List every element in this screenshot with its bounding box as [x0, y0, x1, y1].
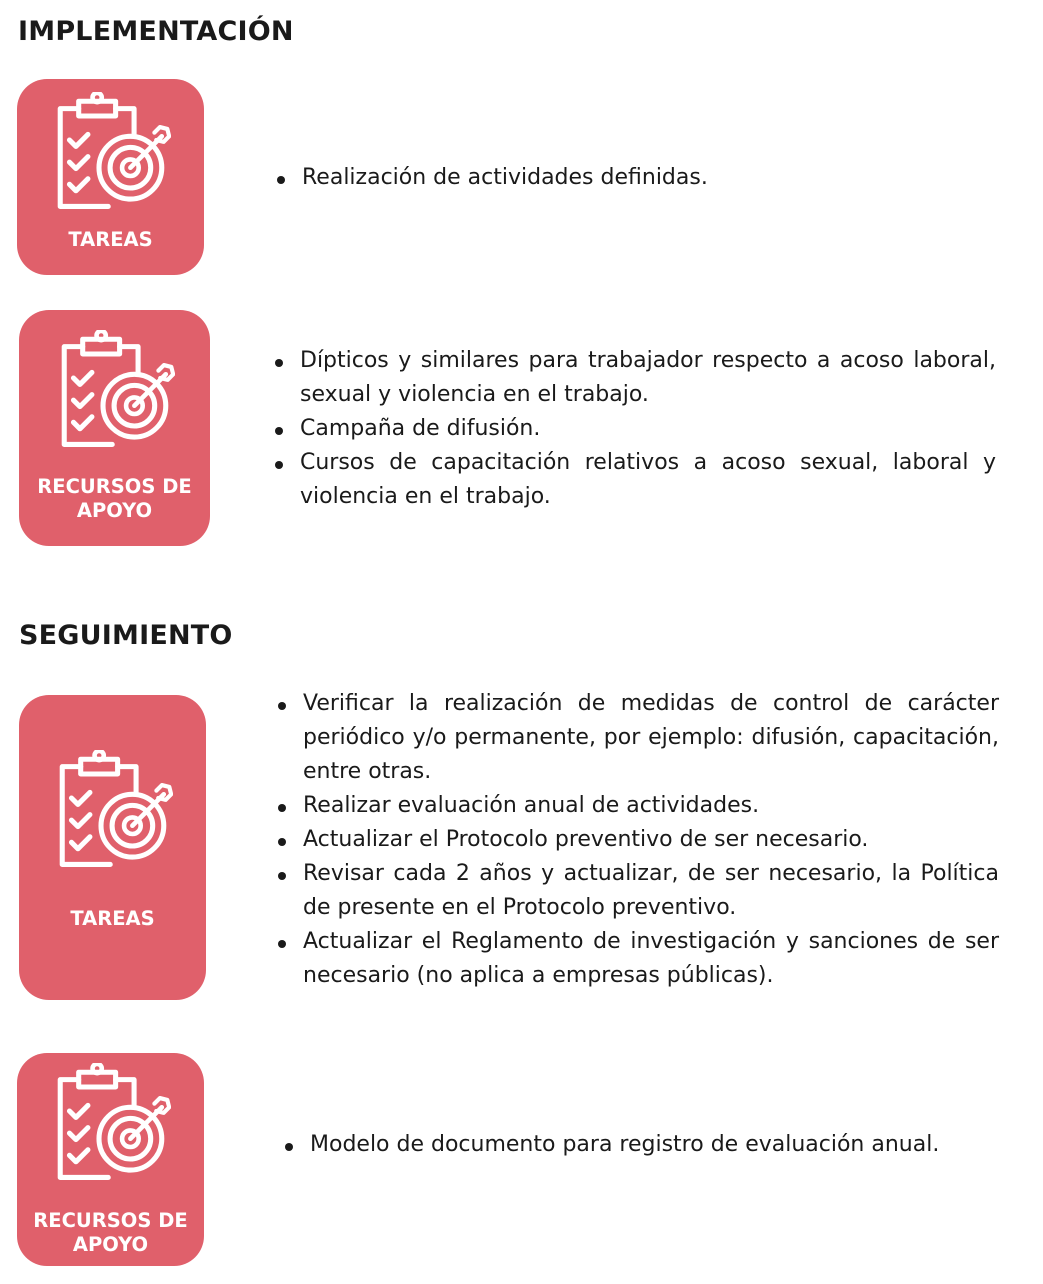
list-item: Cursos de capacitación relativos a acoso sexual, laboral y violencia en el trabajo. — [270, 446, 996, 514]
clipboard-target-icon — [51, 1063, 171, 1183]
seguimiento-recursos-list — [280, 1128, 1000, 1162]
clipboard-target-icon — [55, 330, 175, 450]
section-title-implementacion: IMPLEMENTACIÓN — [18, 16, 294, 47]
card-label: RECURSOS DE APOYO — [37, 475, 192, 522]
implementacion-recursos-list — [270, 344, 996, 514]
card-label: TAREAS — [70, 907, 155, 930]
card-tareas-implementacion — [17, 79, 204, 275]
card-label: RECURSOS DE APOYO — [33, 1209, 188, 1256]
list-item: Realizar evaluación anual de actividades. — [273, 789, 999, 823]
clipboard-target-icon — [53, 750, 173, 870]
list-item: Modelo de documento para registro de evaluación anual. — [280, 1128, 1000, 1162]
list-item: Realización de actividades definidas. — [272, 161, 722, 195]
seguimiento-tareas-list — [273, 687, 999, 993]
card-tareas-seguimiento — [19, 695, 206, 1000]
section-title-seguimiento: SEGUIMIENTO — [19, 620, 233, 651]
list-item: Campaña de difusión. — [270, 412, 996, 446]
clipboard-target-icon — [51, 92, 171, 212]
card-recursos-seguimiento — [17, 1053, 204, 1266]
card-label: TAREAS — [68, 228, 153, 251]
implementacion-tareas-list — [272, 161, 722, 195]
list-item: Actualizar el Protocolo preventivo de ser necesario. — [273, 823, 999, 857]
list-item: Revisar cada 2 años y actualizar, de ser necesario, la Política de presente en el Protocolo preventivo. — [273, 857, 999, 925]
card-recursos-implementacion — [19, 310, 210, 546]
list-item: Actualizar el Reglamento de investigación y sanciones de ser necesario (no aplica a empresas públicas). — [273, 925, 999, 993]
list-item: Dípticos y similares para trabajador respecto a acoso laboral, sexual y violencia en el trabajo. — [270, 344, 996, 412]
list-item: Verificar la realización de medidas de control de carácter periódico y/o permanente, por ejemplo: difusión, capacitación, entre otras. — [273, 687, 999, 789]
